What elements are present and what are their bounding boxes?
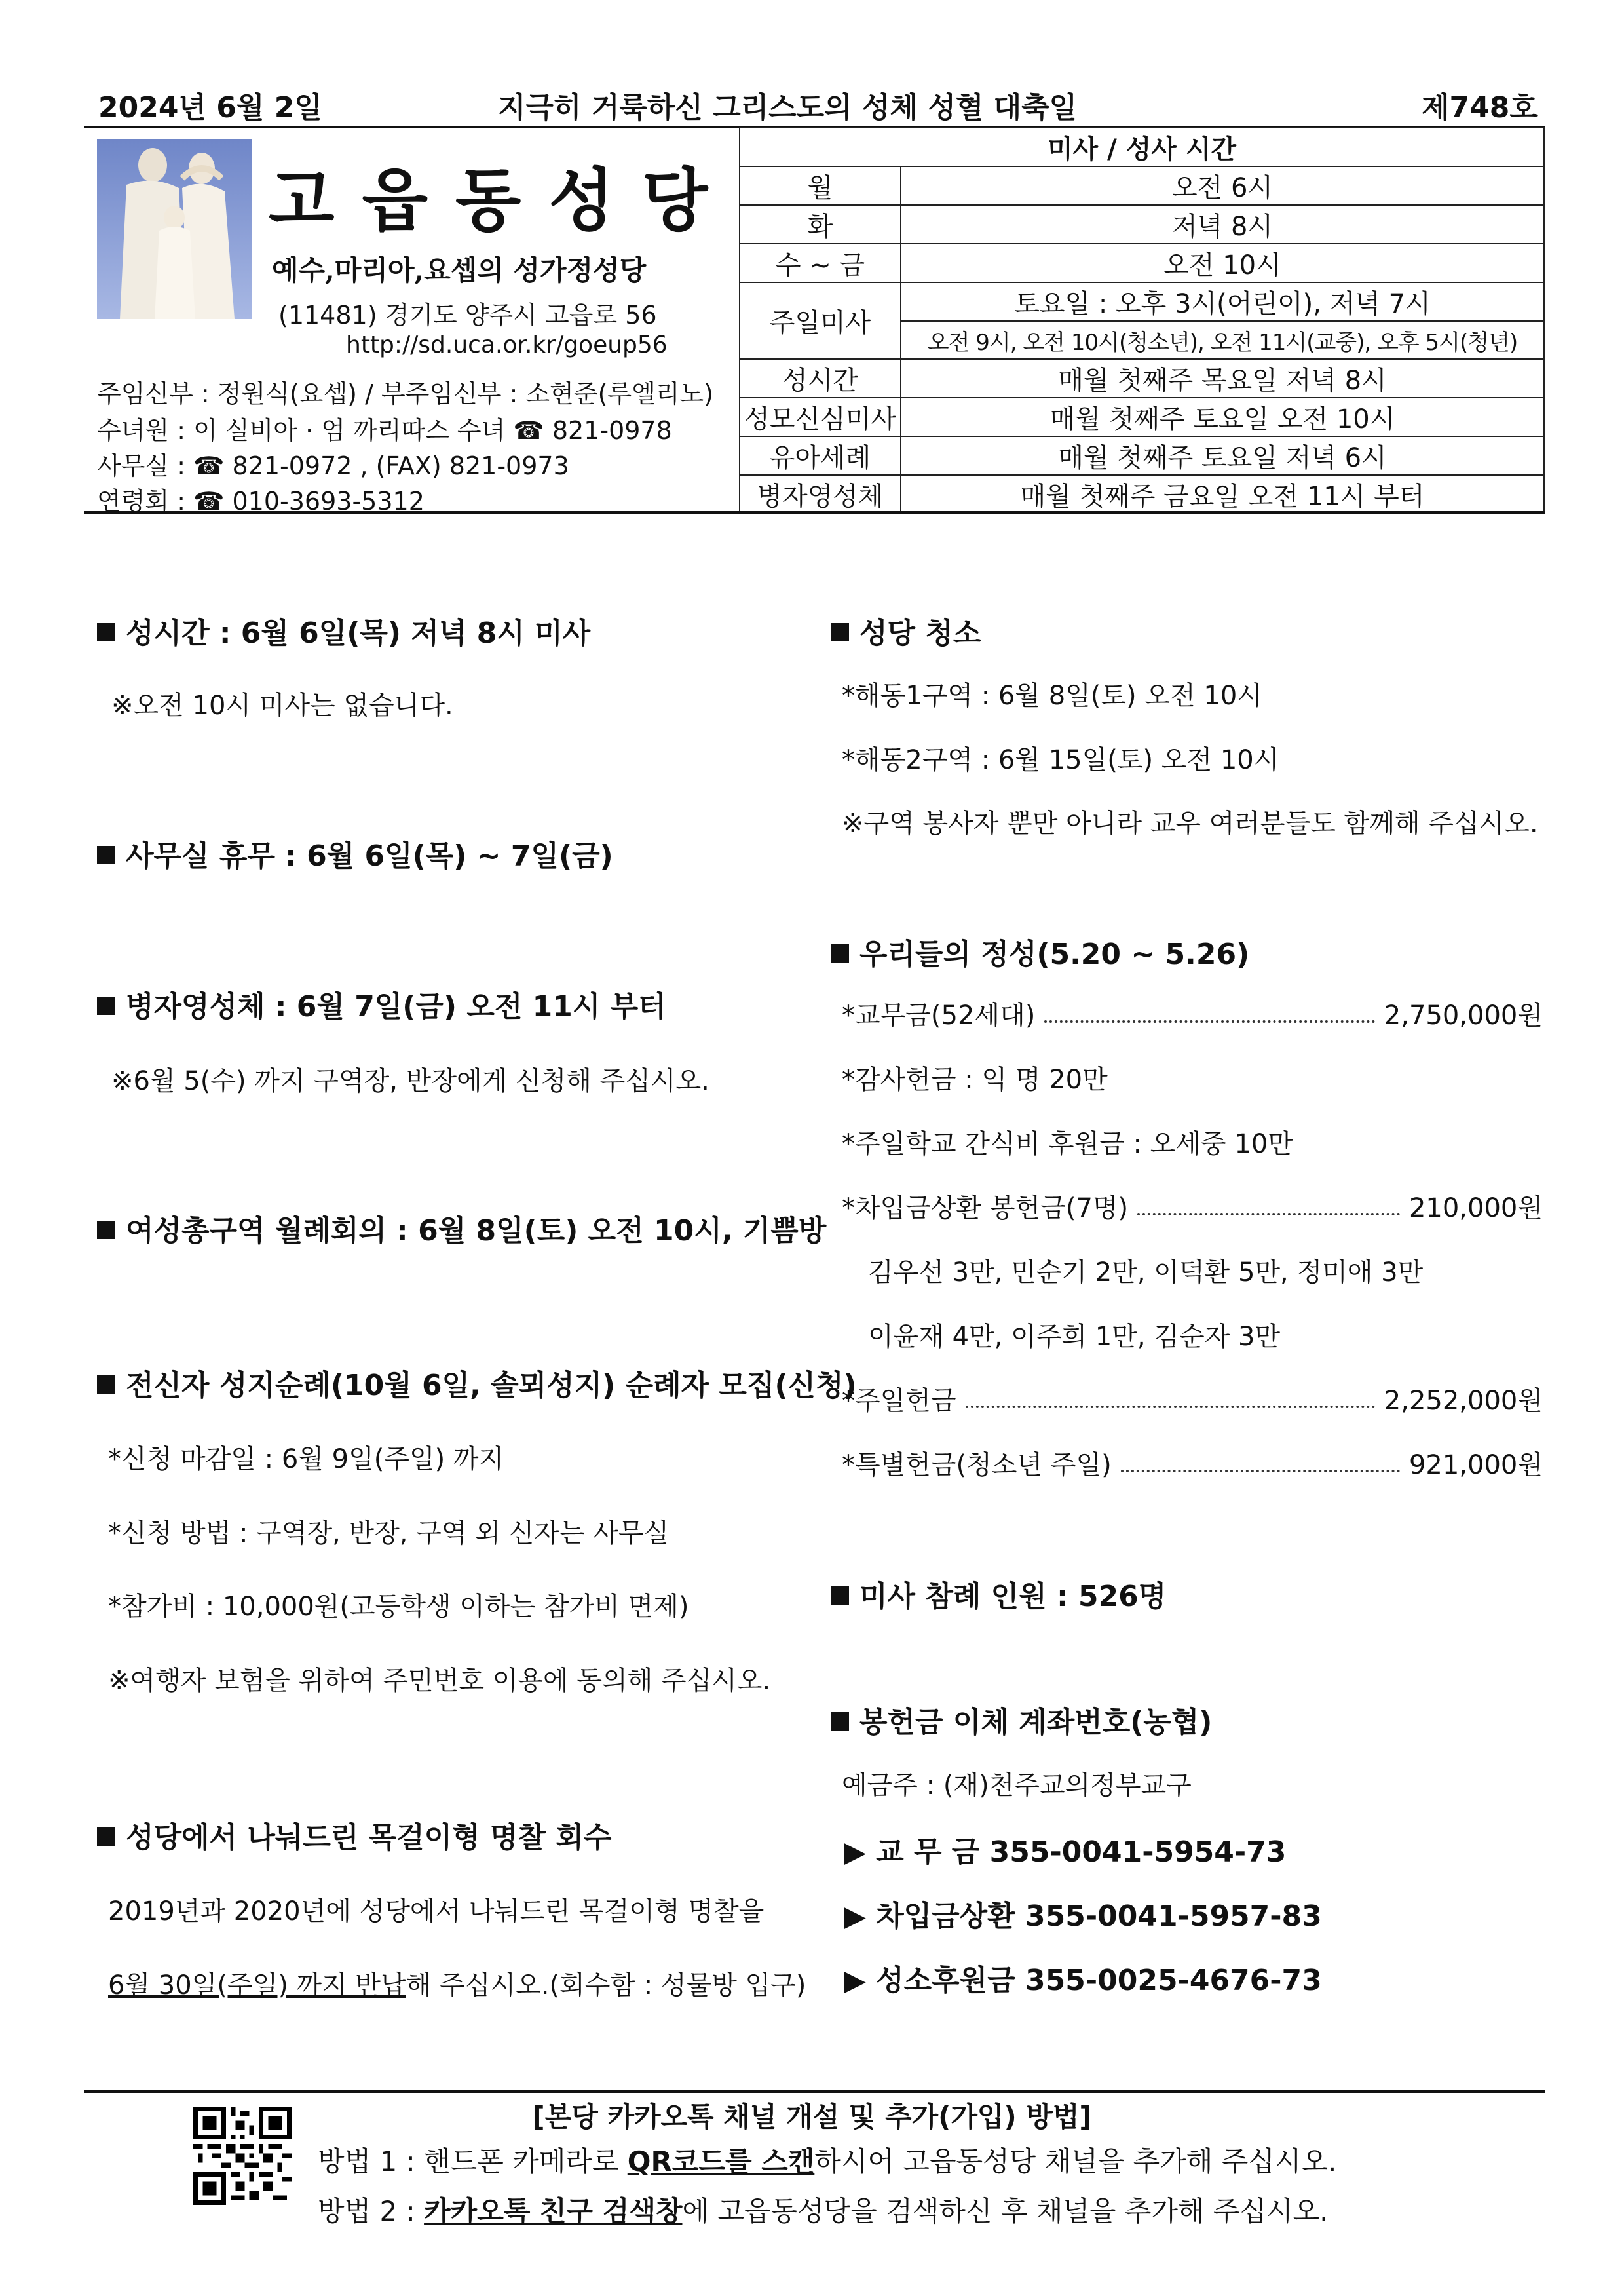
parish-subtitle: 예수,마리아,요셉의 성가정성당 [272,254,647,286]
offering-amount: 2,252,000원 [1384,1386,1543,1416]
donor-names: 이윤재 4만, 이주희 1만, 김순자 3만 [868,1322,1281,1352]
bank-accounts-title [831,1698,1212,1740]
feast-title: 지극히 거룩하신 그리스도의 성체 성혈 대축일 [498,91,1078,124]
parish-website-link[interactable]: http://sd.uca.or.kr/goeup56 [346,332,668,358]
offering-row [842,1444,1543,1482]
section-title-text: 성당 청소 [859,617,981,650]
schedule-value: 저녁 8시 [901,205,1544,244]
offering-amount: 210,000원 [1408,1193,1543,1223]
offering-label: *주일헌금 [842,1386,956,1416]
notice-sick-communion-note: ※6월 5(수) 까지 구역장, 반장에게 신청해 주십시오. [111,1066,709,1096]
donor-names: 김우선 3만, 민순기 2만, 이덕환 5만, 정미애 3만 [868,1257,1424,1288]
notice-holy-hour-title [97,609,590,651]
parish-name: 고읍동성당 [269,160,736,240]
header-divider [84,511,1545,514]
staff-convent: 수녀원 : 이 실비아 · 엄 까리따스 수녀 ☎ 821-0978 [97,416,672,445]
account-number-dues: ▶ 교 무 금 355-0041-5954-73 [844,1835,1287,1869]
bulletin-date: 2024년 6월 2일 [98,91,322,124]
method-2-prefix: 방법 2 : [318,2195,425,2227]
square-bullet-icon [831,1586,849,1605]
method-2-emphasis: 카카오톡 친구 검색창 [424,2195,683,2227]
holy-family-statue-image [97,139,252,319]
schedule-value: 오전 10시 [901,244,1544,282]
kakao-method-2 [318,2190,1329,2229]
notice-office-closed-title [97,832,613,874]
kakao-channel-title: [본당 카카오톡 채널 개설 및 추가(가입) 방법] [532,2101,1092,2133]
method-2-suffix: 에 고읍동성당을 검색하신 후 채널을 추가해 주십시오. [682,2195,1329,2227]
sunday-masses: 오전 9시, 오전 10시(청소년), 오전 11시(교중), 오후 5시(청년) [901,321,1544,359]
notice-nametag-title [97,1814,611,1856]
square-bullet-icon [97,623,115,641]
footer-divider [84,2090,1545,2093]
offering-row: *감사헌금 : 익 명 20만 [842,1065,1108,1095]
square-bullet-icon [97,997,115,1015]
notice-women-meeting-title [97,1207,826,1249]
schedule-row [740,359,1544,398]
square-bullet-icon [97,1827,115,1846]
schedule-row [740,166,1544,205]
method-1-prefix: 방법 1 : 핸드폰 카메라로 [318,2145,628,2177]
section-title-text: 봉헌금 이체 계좌번호(농협) [859,1706,1213,1739]
notice-title-text: 성당에서 나눠드린 목걸이형 명찰 회수 [126,1821,612,1854]
leader-dots [1044,995,1374,1023]
square-bullet-icon [831,944,849,963]
schedule-title: 미사 / 성사 시간 [740,128,1544,166]
cleaning-note: ※구역 봉사자 뿐만 아니라 교우 여러분들도 함께해 주십시오. [842,809,1538,839]
issue-number: 제748호 [1422,91,1538,124]
notice-title-text: 성시간 : 6월 6일(목) 저녁 8시 미사 [126,617,591,650]
pilgrimage-item: *신청 방법 : 구역장, 반장, 구역 외 신자는 사무실 [108,1518,670,1548]
cleaning-item: *해동2구역 : 6월 15일(토) 오전 10시 [842,745,1279,775]
leader-dots [1137,1187,1400,1215]
staff-funeral-committee: 연령회 : ☎ 010-3693-5312 [97,487,425,516]
schedule-label: 성시간 [740,359,901,398]
sunday-saturday-masses: 토요일 : 오후 3시(어린이), 저녁 7시 [901,282,1544,321]
offerings-title [831,930,1249,972]
square-bullet-icon [97,1375,115,1394]
notice-title-text: 사무실 휴무 : 6월 6일(목) ~ 7일(금) [126,839,613,873]
staff-office: 사무실 : ☎ 821-0972 , (FAX) 821-0973 [97,451,569,480]
offering-row [842,1187,1543,1225]
offering-row: *주일학교 간식비 후원금 : 오세중 10만 [842,1129,1293,1159]
offering-label: *특별헌금(청소년 주일) [842,1450,1112,1480]
schedule-value: 매월 첫째주 토요일 저녁 6시 [901,436,1544,475]
square-bullet-icon [97,846,115,864]
pilgrimage-item: *신청 마감일 : 6월 9일(주일) 까지 [108,1444,504,1474]
schedule-row [740,398,1544,436]
square-bullet-icon [831,1712,849,1731]
cleaning-item: *해동1구역 : 6월 8일(토) 오전 10시 [842,681,1262,711]
leader-dots [966,1380,1375,1408]
account-number-vocation: ▶ 성소후원금 355-0025-4676-73 [844,1964,1322,1997]
offering-amount: 921,000원 [1408,1450,1543,1480]
schedule-label: 월 [740,166,901,205]
offering-label: *차입금상환 봉헌금(7명) [842,1193,1129,1223]
staff-priests: 주임신부 : 정원식(요셉) / 부주임신부 : 소현준(루엘리노) [97,379,714,408]
schedule-value: 매월 첫째주 금요일 오전 11시 부터 [901,475,1544,514]
schedule-label: 화 [740,205,901,244]
schedule-label: 병자영성체 [740,475,901,514]
schedule-row [740,244,1544,282]
offering-row [842,995,1543,1032]
schedule-row [740,475,1544,514]
schedule-value: 오전 6시 [901,166,1544,205]
section-title-text: 미사 참례 인원 : 526명 [859,1580,1167,1613]
nametag-line-1: 2019년과 2020년에 성당에서 나눠드린 목걸이형 명찰을 [108,1896,765,1926]
notice-pilgrimage-title [97,1362,857,1404]
schedule-value: 매월 첫째주 목요일 저녁 8시 [901,359,1544,398]
account-number-loan: ▶ 차입금상환 355-0041-5957-83 [844,1900,1322,1933]
account-holder: 예금주 : (재)천주교의정부교구 [842,1770,1192,1801]
schedule-row-sunday [740,282,1544,321]
nametag-deadline: 6월 30일(주일) 까지 반납 [108,1970,406,2000]
offering-label: *교무금(52세대) [842,1001,1036,1031]
cleaning-title [831,609,981,651]
schedule-value: 매월 첫째주 토요일 오전 10시 [901,398,1544,436]
notice-title-text: 전신자 성지순례(10월 6일, 솔뫼성지) 순례자 모집(신청) [126,1369,857,1402]
offering-row [842,1380,1543,1417]
schedule-row [740,205,1544,244]
square-bullet-icon [97,1221,115,1239]
method-1-suffix: 하시어 고읍동성당 채널을 추가해 주십시오. [814,2145,1337,2177]
schedule-label: 성모신심미사 [740,398,901,436]
square-bullet-icon [831,623,849,641]
kakao-method-1 [318,2140,1336,2179]
notice-holy-hour-note: ※오전 10시 미사는 없습니다. [111,691,453,721]
attendance-title [831,1573,1166,1615]
pilgrimage-item: *참가비 : 10,000원(고등학생 이하는 참가비 면제) [108,1592,689,1622]
notice-title-text: 여성총구역 월례회의 : 6월 8일(토) 오전 10시, 기쁨방 [126,1214,827,1248]
pilgrimage-item: ※여행자 보험을 위하여 주민번호 이용에 동의해 주십시오. [108,1666,771,1696]
notice-title-text: 병자영성체 : 6월 7일(금) 오전 11시 부터 [126,990,666,1024]
leader-dots [1121,1444,1400,1472]
section-title-text: 우리들의 정성(5.20 ~ 5.26) [859,938,1250,971]
notice-sick-communion-title [97,983,666,1025]
schedule-label: 유아세례 [740,436,901,475]
offering-amount: 2,750,000원 [1384,1001,1543,1031]
schedule-label-sunday: 주일미사 [740,282,901,359]
method-1-emphasis: QR코드를 스캔 [627,2145,815,2177]
schedule-label: 수 ~ 금 [740,244,901,282]
schedule-row [740,436,1544,475]
mass-schedule-table [739,127,1545,514]
nametag-line-2 [108,1964,806,2002]
nametag-line-2-rest: 해 주십시오.(회수함 : 성물방 입구) [406,1970,806,2000]
parish-address: (11481) 경기도 양주시 고읍로 56 [278,301,657,330]
